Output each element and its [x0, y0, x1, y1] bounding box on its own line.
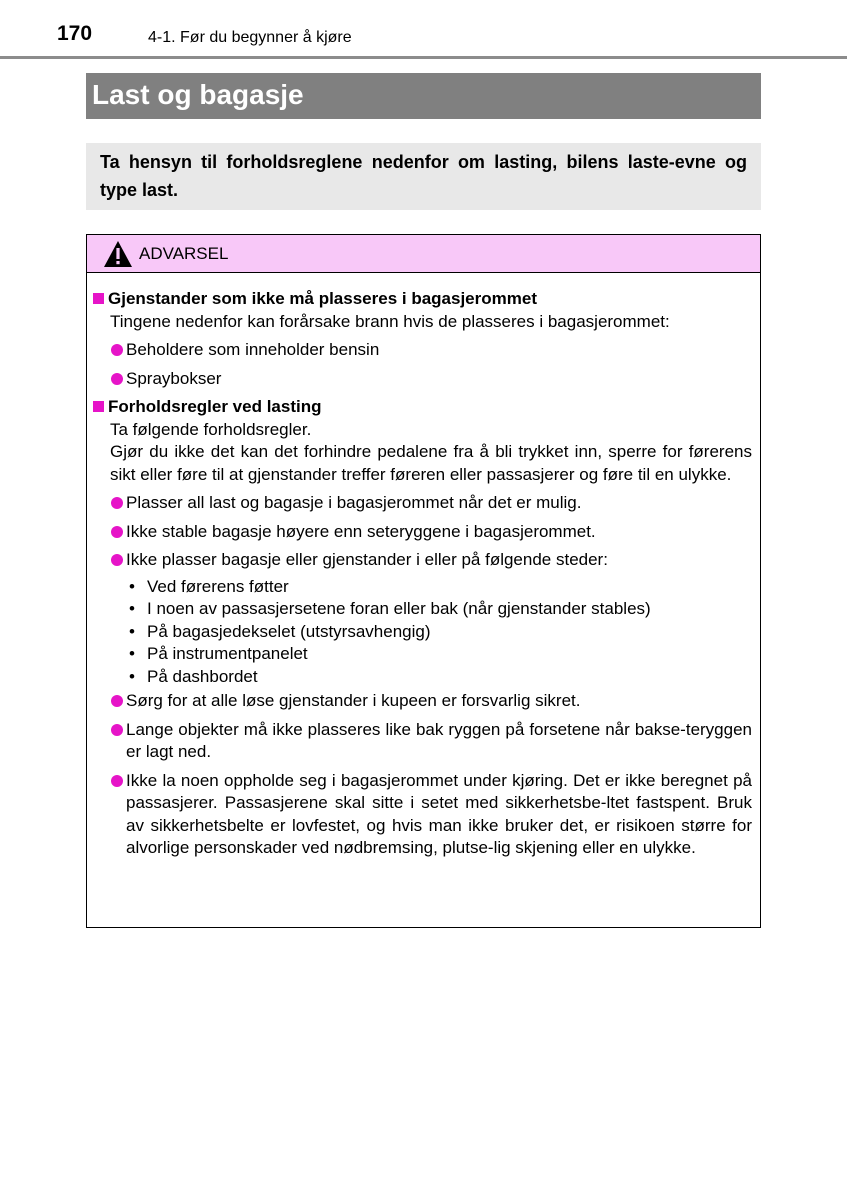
warning-header — [87, 235, 760, 273]
section-title: Last og bagasje — [86, 73, 761, 119]
paragraph: Gjør du ikke det kan det forhindre pedalene fra å bli trykket inn, sperre for førerens sikt eller føre til at gjenstander treffer føreren eller passasjerer og føre til en ulykke. — [110, 442, 752, 484]
warning-box — [86, 234, 761, 928]
list-item: Lange objekter må ikke plasseres like bak ryggen på forsetene når bakse-teryggen er lagt ned. — [91, 719, 752, 764]
list-item: Plasser all last og bagasje i bagasjerommet når det er mulig. — [91, 492, 752, 515]
warning-body — [87, 273, 760, 860]
warning-label: ADVARSEL — [139, 243, 229, 263]
dot-bullet-icon — [111, 695, 123, 707]
dot-bullet-icon — [111, 724, 123, 736]
page-number: 170 — [57, 22, 93, 45]
sub-heading-text: Forholdsregler ved lasting — [108, 397, 322, 416]
header-divider — [0, 56, 847, 59]
dot-bullet-icon — [111, 526, 123, 538]
page-header — [0, 0, 847, 60]
sub-list-item: • Ved førerens føtter — [129, 576, 289, 596]
sub-list-item: • I noen av passasjersetene foran eller bak (når gjenstander stables) — [129, 599, 651, 618]
square-bullet-icon — [93, 401, 104, 412]
paragraph: Tingene nedenfor kan forårsake brann hvis de plasseres i bagasjerommet: — [110, 311, 670, 331]
list-item: Spraybokser — [91, 368, 752, 391]
paragraph: Ta følgende forholdsregler. — [110, 419, 312, 439]
list-item: Ikke stable bagasje høyere enn seteryggene i bagasjerommet. — [91, 521, 752, 544]
warning-triangle-icon — [103, 240, 133, 268]
dot-bullet-icon — [111, 344, 123, 356]
chapter-title: 4-1. Før du begynner å kjøre — [148, 29, 352, 46]
intro-text: Ta hensyn til forholdsreglene nedenfor om lasting, bilens laste-evne og type last. — [86, 143, 761, 210]
sub-heading — [91, 288, 752, 311]
sub-list-item: • På instrumentpanelet — [129, 644, 308, 663]
sub-heading — [91, 396, 752, 419]
list-item: Sørg for at alle løse gjenstander i kupeen er forsvarlig sikret. — [91, 690, 752, 713]
dot-bullet-icon — [111, 373, 123, 385]
list-item: Ikke la noen oppholde seg i bagasjerommet under kjøring. Det er ikke beregnet på passasjerer. Passasjerene skal sitte i setet med sikkerhetsbe-ltet fastspent. Bruk av sikkerhetsbelte er lovfestet, og hvis man ikke bruker det, er risikoen større for alvorlige personskader ved nødbremsing, plutse-lig skjening eller en ulykke. — [91, 770, 752, 860]
sub-list-item: • På bagasjedekselet (utstyrsavhengig) — [129, 621, 431, 641]
square-bullet-icon — [93, 293, 104, 304]
dot-bullet-icon — [111, 554, 123, 566]
dot-bullet-icon — [111, 497, 123, 509]
sub-list-item: • På dashbordet — [129, 666, 258, 686]
sub-list — [91, 576, 752, 689]
dot-bullet-icon — [111, 775, 123, 787]
list-item: Ikke plasser bagasje eller gjenstander i eller på følgende steder: — [91, 549, 752, 572]
sub-heading-text: Gjenstander som ikke må plasseres i bagasjerommet — [108, 289, 537, 308]
list-item: Beholdere som inneholder bensin — [91, 339, 752, 362]
